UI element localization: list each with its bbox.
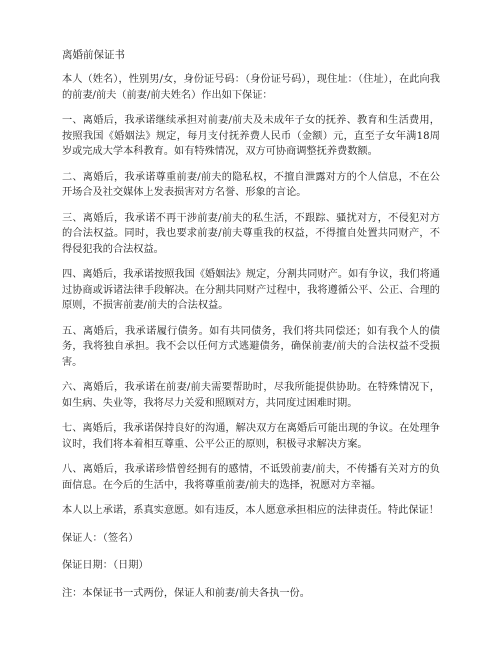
document-page	[62, 48, 440, 613]
clause-3: 三、离婚后，我承诺不再干涉前妻/前夫的私生活，不跟踪、骚扰对方，不侵犯对方的合法权益。同时，我也要求前妻/前夫尊重我的权益，不得擅自处置共同财产，不得侵犯我的合法权益。	[62, 212, 440, 255]
clause-5: 五、离婚后，我承诺履行债务。如有共同债务，我们将共同偿还；如有我个人的债务，我将独自承担。我不会以任何方式逃避债务，确保前妻/前夫的合法权益不受损害。	[62, 325, 440, 368]
guarantee-date: 保证日期：（日期）	[62, 560, 149, 571]
clause-7: 七、离婚后，我承诺保持良好的沟通，解决双方在离婚后可能出现的争议。在处理争议时，我们将本着相互尊重、公平公正的原则，积极寻求解决方案。	[62, 423, 440, 450]
clause-6: 六、离婚后，我承诺在前妻/前夫需要帮助时，尽我所能提供协助。在特殊情况下，如生病、失业等，我将尽力关爱和照顾对方，共同度过困难时期。	[62, 382, 440, 409]
clause-1: 一、离婚后，我承诺继续承担对前妻/前夫及未成年子女的抚养、教育和生活费用，按照我国《婚姻法》规定，每月支付抚养费人民币（金额）元，直至子女年满18周岁或完成大学本科教育。如有特殊情况，双方可协商调整抚养费数额。	[62, 115, 440, 157]
clause-2: 二、离婚后，我承诺尊重前妻/前夫的隐私权，不擅自泄露对方的个人信息，不在公开场合及社交媒体上发表损害对方名誉、形象的言论。	[62, 171, 440, 198]
document-note: 注：本保证书一式两份，保证人和前妻/前夫各执一份。	[62, 587, 310, 599]
intro-paragraph: 本人（姓名），性别男/女，身份证号码：（身份证号码），现住址：（住址），在此向我的前妻/前夫（前妻/前夫姓名）作出如下保证：	[62, 74, 440, 101]
clause-4: 四、离婚后，我承诺按照我国《婚姻法》规定，分割共同财产。如有争议，我们将通过协商或诉诸法律手段解决。在分割共同财产过程中，我将遵循公平、公正、合理的原则，不损害前妻/前夫的合法权益。	[62, 269, 440, 311]
closing-statement: 本人以上承诺，系真实意愿。如有违反，本人愿意承担相应的法律责任。特此保证！	[62, 505, 439, 516]
document-title: 离婚前保证书	[62, 49, 125, 61]
guarantor-signature: 保证人：（签名）	[62, 532, 139, 544]
clause-8: 八、离婚后，我承诺珍惜曾经拥有的感情，不诋毁前妻/前夫，不传播有关对方的负面信息。在今后的生活中，我将尊重前妻/前夫的选择，祝愿对方幸福。	[62, 464, 440, 491]
